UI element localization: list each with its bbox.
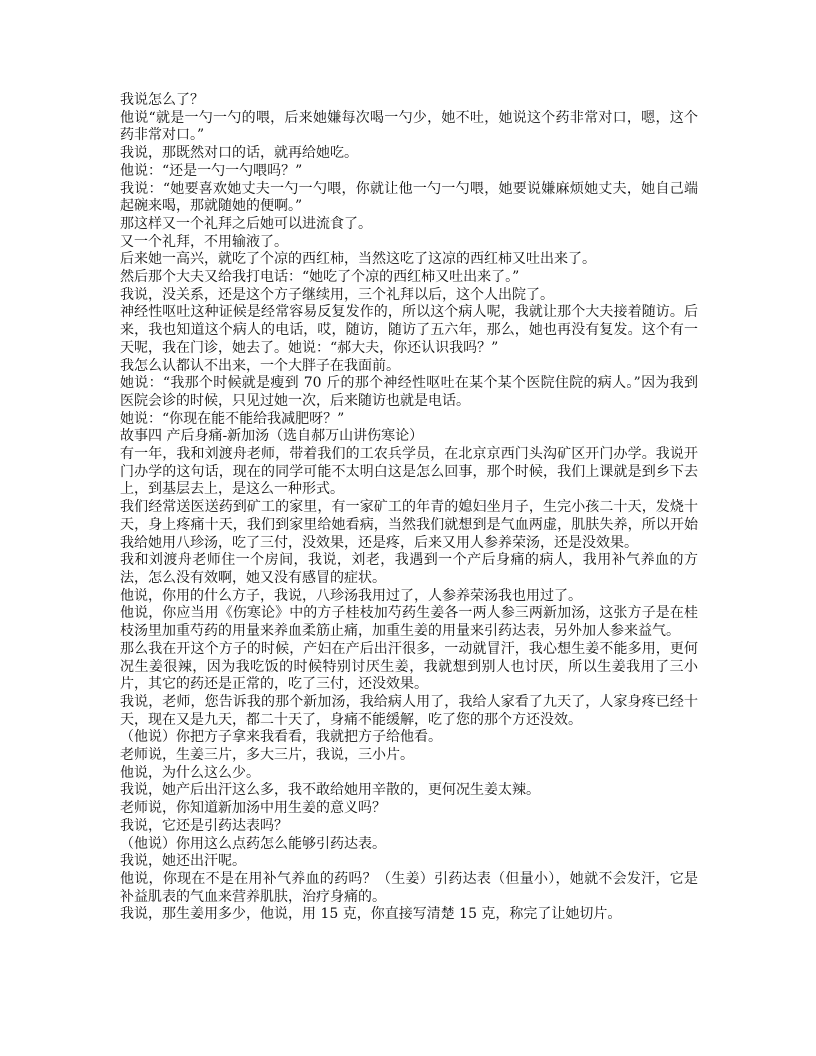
paragraph: 我说，那生姜用多少，他说，用 15 克，你直接写清楚 15 克，称完了让她切片。	[120, 906, 622, 923]
paragraph: 他说“就是一勺一勺的喂，后来她嫌每次喝一勺少，她不吐，她说这个药非常对口，嗯，这个药非常对口。”	[120, 109, 698, 144]
paragraph: 那么我在开这个方子的时候，产妇在产后出汗很多，一动就冒汗，我心想生姜不能多用，更何况生姜很辣，因为我吃饭的时候特别讨厌生姜，我就想到别人也讨厌，所以生姜我用了三小片，其它的药还是正常的，吃了三付，还没效果。	[120, 640, 698, 693]
document-page	[120, 92, 698, 924]
paragraph: 我说，老师，您告诉我的那个新加汤，我给病人用了，我给人家看了九天了，人家身疼已经十天，现在又是九天，都二十天了，身痛不能缓解，吃了您的那个方还没效。	[120, 693, 698, 728]
paragraph: 我说，没关系，还是这个方子继续用，三个礼拜以后，这个人出院了。	[120, 286, 554, 303]
paragraph: 然后那个大夫又给我打电话：“她吃了个凉的西红柿又吐出来了。”	[120, 269, 520, 286]
paragraph: 他说：“还是一勺一勺喂吗？”	[120, 162, 303, 179]
paragraph: 后来她一高兴，就吃了个凉的西红柿，当然这吃了这凉的西红柿又吐出来了。	[120, 251, 596, 268]
paragraph: （他说）你把方子拿来我看看，我就把方子给他看。	[120, 729, 442, 746]
paragraph: 我说，她产后出汗这么多，我不敢给她用辛散的，更何况生姜太辣。	[120, 782, 540, 799]
paragraph: 神经性呕吐这种证候是经常容易反复发作的，所以这个病人呢，我就让那个大夫接着随访。后来，我也知道这个病人的电话，哎，随访，随访了五六年，那么，她也再没有复发。这个有一天呢，我在门诊，她去了。她说：“郝大夫，你还认识我吗？”	[120, 304, 698, 356]
paragraph: 我说怎么了？	[120, 92, 204, 108]
paragraph: 又一个礼拜，不用输液了。	[120, 233, 288, 250]
paragraph: 她说：“你现在能不能给我减肥呀？”	[120, 410, 345, 427]
paragraph: 有一年，我和刘渡舟老师，带着我们的工农兵学员，在北京京西门头沟矿区开门办学。我说开门办学的这句话，现在的同学可能不太明白这是怎么回事，那个时候，我们上课就是到乡下去上，到基层去上，是这么一种形式。	[120, 446, 698, 498]
paragraph: 我和刘渡舟老师住一个房间，我说，刘老，我遇到一个产后身痛的病人，我用补气养血的方法，怎么没有效啊，她又没有感冒的症状。	[120, 552, 698, 586]
paragraph: 我怎么认都认不出来，一个大胖子在我面前。	[120, 357, 400, 374]
paragraph: 那这样又一个礼拜之后她可以进流食了。	[120, 215, 372, 232]
paragraph: 我说：“她要喜欢她丈夫一勺一勺喂，你就让他一勺一勺喂，她要说嫌麻烦她丈夫，她自己端起碗来喝，那就随她的便啊。”	[120, 180, 698, 215]
paragraph: 老师说，生姜三片，多大三片，我说，三小片。	[120, 747, 414, 764]
paragraph: 他说，你应当用《伤寒论》中的方子桂枝加芍药生姜各一两人参三两新加汤，这张方子是在桂枝汤里加重芍药的用量来养血柔筋止痛，加重生姜的用量来引药达表，另外加人参来益气。	[120, 605, 698, 640]
paragraph: 老师说，你知道新加汤中用生姜的意义吗？	[120, 800, 386, 817]
paragraph: 我说，她还出汗呢。	[120, 853, 246, 870]
paragraph: 他说，你现在不是在用补气养血的药吗？（生姜）引药达表（但量小），她就不会发汗，它是补益肌表的气血来营养肌肤，治疗身痛的。	[120, 870, 698, 905]
paragraph: 他说，为什么这么少。	[120, 764, 260, 781]
paragraph: 她说：“我那个时候就是瘦到 70 斤的那个神经性呕吐在某个某个医院住院的病人。”因为我到医院会诊的时候，只见过她一次，后来随访也就是电话。	[120, 375, 698, 409]
paragraph: （他说）你用这么点药怎么能够引药达表。	[120, 835, 386, 852]
paragraph: 我说，那既然对口的话，就再给她吃。	[120, 145, 358, 162]
paragraph: 他说，你用的什么方子，我说，八珍汤我用过了，人参养荣汤我也用过了。	[120, 587, 582, 604]
paragraph: 我说，它还是引药达表吗？	[120, 817, 288, 834]
section-heading: 故事四 产后身痛-新加汤（选自郝万山讲伤寒论）	[120, 428, 424, 445]
paragraph: 我们经常送医送药到矿工的家里，有一家矿工的年青的媳妇坐月子，生完小孩二十天，发烧十天，身上疼痛十天，我们到家里给她看病，当然我们就想到是气血两虚，肌肤失养，所以开始我给她用八珍汤，吃了三付，没效果，还是疼，后来又用人参养荣汤，还是没效果。	[120, 499, 698, 551]
